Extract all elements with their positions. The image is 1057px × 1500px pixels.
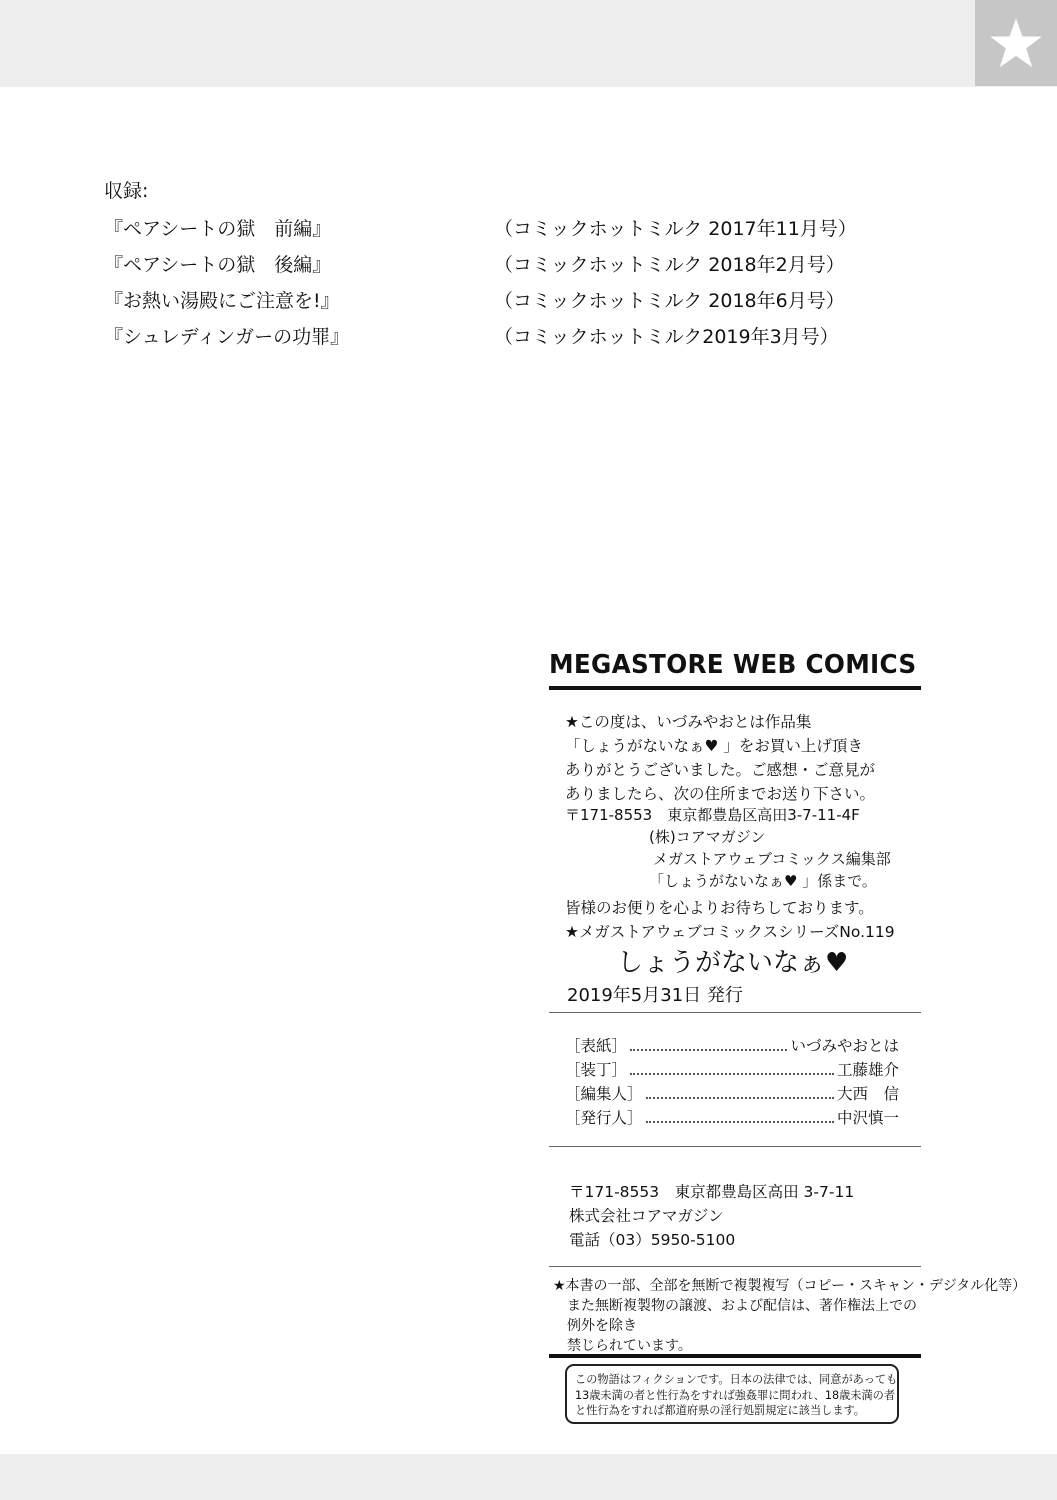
divider	[549, 1146, 921, 1147]
address-line: (株)コアマガジン	[649, 828, 766, 846]
credit-row	[565, 1082, 899, 1104]
thanks-line: 「しょうがないなぁ♥ 」をお買い上げ頂き	[565, 737, 863, 755]
credit-role: ［編集人］	[565, 1085, 643, 1103]
recording-source: （コミックホットミルク2019年3月号）	[494, 326, 839, 348]
recording-source: （コミックホットミルク 2018年6月号）	[494, 290, 845, 312]
fiction-notice-box	[565, 1364, 899, 1424]
publisher-line: 株式会社コアマガジン	[569, 1207, 724, 1225]
divider	[549, 1266, 921, 1267]
divider	[549, 686, 921, 690]
credit-role: ［装丁］	[565, 1061, 628, 1079]
thanks-line: ありがとうございました。ご感想・ご意見が	[565, 761, 876, 779]
recording-title: 『ペアシートの獄 後編』	[104, 254, 332, 276]
notice-line: また無断複製物の譲渡、および配信は、著作権法上での例外を除き	[567, 1298, 917, 1334]
address-line: メガストアウェブコミックス編集部	[653, 850, 891, 868]
credit-name: いづみやおとは	[790, 1037, 899, 1055]
fiction-line: と性行為をすれば都道府県の淫行処罰規定に該当します。	[575, 1404, 865, 1417]
address-line: 「しょうがないなぁ♥ 」係まで。	[649, 872, 877, 890]
star-icon	[989, 17, 1043, 69]
notice-line: 禁じられています。	[567, 1338, 692, 1354]
credit-role: ［発行人］	[565, 1109, 643, 1127]
leader-dots	[646, 1097, 834, 1099]
issue-date: 2019年5月31日 発行	[567, 985, 743, 1006]
copyright-notice	[553, 1276, 1027, 1356]
fiction-line: この物語はフィクションです。日本の法律では、同意があっても	[575, 1373, 898, 1386]
divider	[549, 1354, 921, 1358]
bottom-band	[0, 1454, 1057, 1500]
fiction-line: 13歳未満の者と性行為をすれば強姦罪に問われ、18歳未満の者	[575, 1388, 896, 1402]
thanks-line: ★この度は、いづみやおとは作品集	[565, 713, 812, 731]
credit-name: 中沢慎一	[836, 1109, 899, 1127]
recording-source: （コミックホットミルク 2017年11月号）	[494, 218, 857, 240]
credit-name: 大西 信	[836, 1085, 899, 1103]
address-line: 〒171-8553 東京都豊島区高田3-7-11-4F	[565, 806, 860, 824]
leader-dots	[630, 1073, 834, 1075]
closing-line: 皆様のお便りを心よりお待ちしております。	[565, 899, 874, 917]
credit-name: 工藤雄介	[836, 1061, 899, 1079]
publisher-line: 電話（03）5950-5100	[569, 1231, 736, 1249]
recording-heading: 収録:	[104, 180, 149, 202]
divider	[549, 1012, 921, 1013]
credit-role: ［表紙］	[565, 1037, 628, 1055]
recording-title: 『シュレディンガーの功罪』	[104, 326, 350, 348]
notice-line: ★本書の一部、全部を無断で複製複写（コピー・スキャン・デジタル化等）	[553, 1278, 1027, 1294]
top-band	[0, 0, 1057, 87]
recording-source: （コミックホットミルク 2018年2月号）	[494, 254, 845, 276]
recording-title: 『ペアシートの獄 前編』	[104, 218, 332, 240]
recording-title: 『お熱い湯殿にご注意を!』	[104, 290, 340, 312]
leader-dots	[646, 1121, 834, 1123]
leader-dots	[630, 1049, 787, 1051]
credit-row	[565, 1058, 899, 1080]
credit-row	[565, 1034, 899, 1056]
series-line: ★メガストアウェブコミックスシリーズNo.119	[565, 923, 895, 941]
publisher-line: 〒171-8553 東京都豊島区高田 3-7-11	[569, 1183, 855, 1201]
book-title: しょうがないなぁ♥	[617, 948, 849, 978]
credit-row	[565, 1106, 899, 1128]
brand-title: MEGASTORE WEB COMICS	[549, 650, 917, 680]
corner-star-tab	[975, 0, 1057, 86]
thanks-line: ありましたら、次の住所までお送り下さい。	[565, 785, 876, 803]
